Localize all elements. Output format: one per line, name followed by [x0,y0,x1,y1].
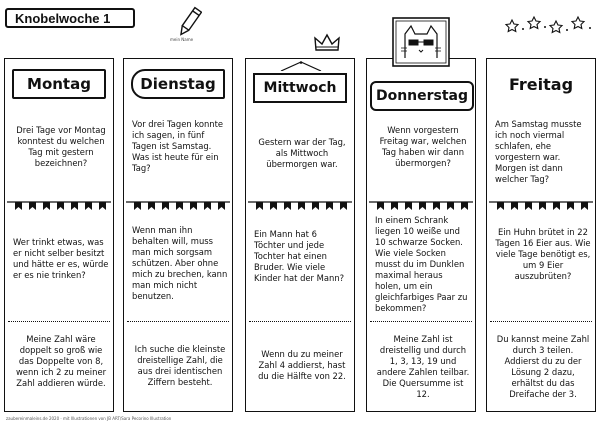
riddle-dienstag-1: Vor drei Tagen konnte ich sagen, in fünf Tagen ist Samstag. Was ist heute für ein Tag? [132,119,224,173]
riddle-dienstag-3: Ich suche die kleinste dreistellige Zahl, die aus drei identischen Ziffern besteht. [134,344,226,387]
bunting-divider-icon [369,200,473,212]
crown-icon [314,33,340,53]
sign-hanger-icon [276,61,326,71]
riddle-freitag-1: Am Samstag musste ich noch viermal schlafen, ehe vorgestern war. Morgen ist dann welcher Tag? [495,119,582,184]
bunting-divider-icon [248,200,352,212]
column-donnerstag [366,58,476,412]
stars-decoration-icon [504,14,592,36]
riddle-montag-1: Drei Tage vor Montag konntest du welchen Tag mit gestern bezeichnen? [16,125,106,168]
footer-credit: zaubereinmaleins.de 2020 · mit Illustrationen von JB ART/Sara Pecorino Illustration [6,416,172,421]
riddle-mittwoch-3: Wenn du zu meiner Zahl 4 addierst, hast du die Hälfte von 22. [258,349,346,381]
day-label-donnerstag: Donnerstag [370,81,474,111]
riddle-freitag-2: Ein Huhn brütet in 22 Tagen 16 Eier aus. Wie viele Tage benötigt es, um 9 Eier auszubrüten? [495,227,591,281]
dotted-divider [490,321,592,324]
bunting-divider-icon [7,200,111,212]
day-label-mittwoch: Mittwoch [253,73,347,103]
bunting-divider-icon [126,200,230,212]
page-title: Knobelwoche 1 [5,8,135,28]
riddle-freitag-3: Du kannst meine Zahl durch 3 teilen. Addierst du zu der Lösung 2 dazu, erhältst du das Dreifache der 3. [496,334,590,399]
column-montag [4,58,114,412]
riddle-montag-3: Meine Zahl wäre doppelt so groß wie das Doppelte von 8, wenn ich 2 zu meiner Zahl addieren würde. [15,334,107,388]
day-label-freitag: Freitag [508,74,574,94]
riddle-donnerstag-1: Wenn vorgestern Freitag war, welchen Tag haben wir dann übermorgen? [379,125,467,168]
riddle-mittwoch-2: Ein Mann hat 6 Töchter und jede Tochter hat einen Bruder. Wie viele Kinder hat der Mann? [254,229,345,283]
riddle-donnerstag-3: Meine Zahl ist dreistellig und durch 1, 3, 13, 19 und andere Zahlen teilbar. Die Quersumme ist 12. [376,334,470,399]
riddle-dienstag-2: Wenn man ihn behalten will, muss man mich sorgsam schützen. Aber ohne mich zu brechen, kann man mich nicht benutzen. [132,225,228,301]
dotted-divider [8,321,110,324]
cat-picture-icon [389,14,453,68]
column-freitag [486,58,596,412]
bunting-divider-icon [489,200,593,212]
dotted-divider [127,321,229,324]
dotted-divider [249,321,351,324]
column-mittwoch [245,58,355,412]
riddle-mittwoch-1: Gestern war der Tag, als Mittwoch übermorgen war. [258,137,346,169]
dotted-divider [370,321,472,324]
riddle-montag-2: Wer trinkt etwas, was er nicht selber besitzt und hätte er es, würde er es nie trinken? [13,237,109,280]
name-label: mein Name [170,37,194,42]
day-label-montag: Montag [12,69,106,99]
riddle-donnerstag-2: In einem Schrank liegen 10 weiße und 10 schwarze Socken. Wie viele Socken musst du im Dunklen maximal heraus holen, um ein gleichfarbiges Paar zu bekommen? [375,215,468,313]
day-label-dienstag: Dienstag [131,69,225,99]
column-dienstag [123,58,233,412]
pencil-icon [176,6,202,40]
